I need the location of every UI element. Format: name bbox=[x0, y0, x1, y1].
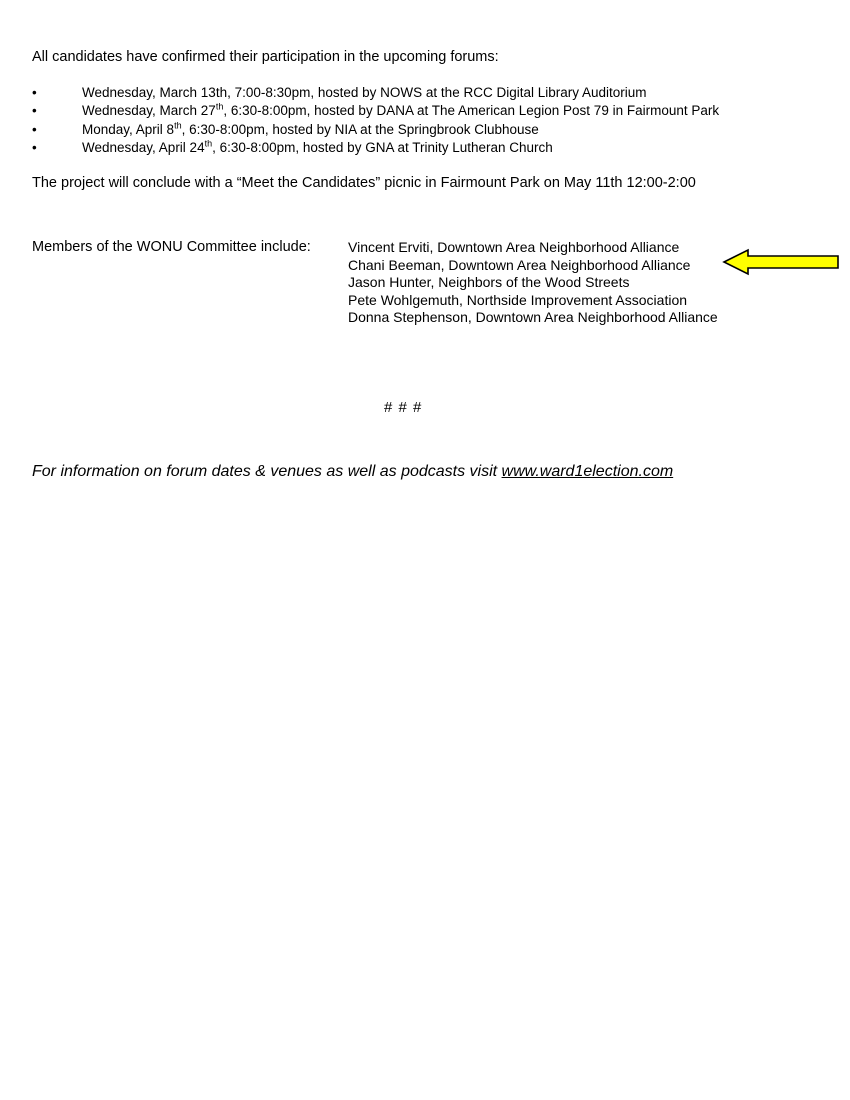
bullet-marker: • bbox=[32, 84, 37, 100]
list-item: Jason Hunter, Neighbors of the Wood Streets bbox=[348, 274, 630, 291]
footer-paragraph bbox=[32, 462, 818, 483]
forum-bullet-list bbox=[32, 84, 818, 158]
ordinal-suffix: th bbox=[215, 101, 224, 112]
conclusion-paragraph: The project will conclude with a “Meet the Candidates” picnic in Fairmount Park on May 11th 12:00-2:00 bbox=[32, 174, 696, 191]
bullet-marker: • bbox=[32, 103, 37, 119]
list-item-text-post: , 6:30-8:00pm, hosted by NIA at the Springbrook Clubhouse bbox=[181, 121, 539, 137]
footer-text: For information on forum dates & venues as well as podcasts visit bbox=[32, 462, 502, 480]
list-item: Vincent Erviti, Downtown Area Neighborhood Alliance bbox=[348, 239, 680, 256]
list-item: Pete Wohlgemuth, Northside Improvement Association bbox=[348, 291, 688, 308]
list-item-text-pre: Monday, April 8 bbox=[82, 121, 175, 137]
website-link[interactable]: www.ward1election.com bbox=[501, 462, 674, 480]
list-item-text bbox=[82, 139, 818, 157]
list-item bbox=[32, 102, 818, 120]
list-item-text bbox=[82, 84, 818, 102]
committee-label: Members of the WONU Committee include: bbox=[32, 239, 311, 256]
ordinal-suffix: th bbox=[204, 138, 213, 149]
list-item-text-pre: Wednesday, March 27 bbox=[82, 103, 216, 119]
list-item-text-pre: Wednesday, March 13th, 7:00-8:30pm, hosted by NOWS at the RCC Digital Library Auditorium bbox=[82, 84, 647, 100]
list-item: Chani Beeman, Downtown Area Neighborhood Alliance bbox=[348, 256, 691, 273]
list-item-text-post: , 6:30-8:00pm, hosted by DANA at The American Legion Post 79 in Fairmount Park bbox=[223, 103, 720, 119]
bullet-marker: • bbox=[32, 140, 37, 156]
committee-member-list bbox=[348, 239, 718, 327]
list-item bbox=[32, 139, 818, 157]
list-item bbox=[32, 121, 818, 139]
intro-paragraph: All candidates have confirmed their participation in the upcoming forums: bbox=[32, 49, 499, 65]
list-item-text bbox=[82, 121, 818, 139]
list-item-text bbox=[82, 102, 818, 120]
list-item: Donna Stephenson, Downtown Area Neighborhood Alliance bbox=[348, 309, 718, 326]
ordinal-suffix: th bbox=[174, 120, 182, 131]
bullet-marker: • bbox=[32, 121, 37, 137]
end-marker: # # # bbox=[384, 398, 423, 416]
list-item-text-pre: Wednesday, April 24 bbox=[82, 140, 205, 156]
committee-section bbox=[32, 239, 818, 327]
list-item bbox=[32, 84, 818, 102]
list-item-text-post: , 6:30-8:00pm, hosted by GNA at Trinity Lutheran Church bbox=[212, 140, 553, 156]
